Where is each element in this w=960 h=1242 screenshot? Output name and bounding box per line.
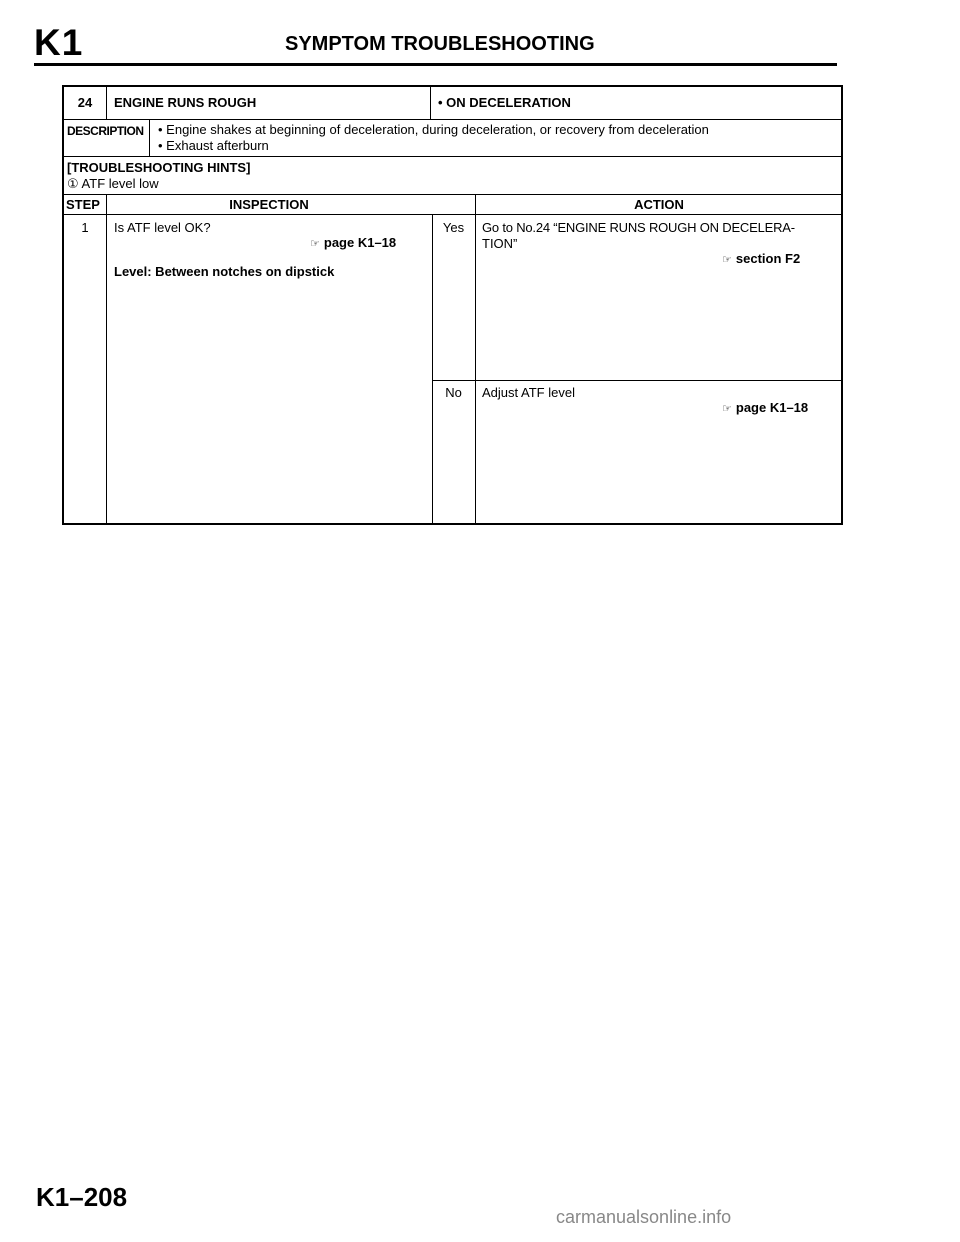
pointing-hand-icon: ☞ [310,238,320,250]
inspection-note: Level: Between notches on dipstick [114,264,335,279]
answer-yes: Yes [442,220,465,235]
action-no-reference: ☞ page K1–18 [722,400,809,415]
pointing-hand-icon: ☞ [722,403,732,415]
page-number: K1–208 [36,1182,128,1212]
pointing-hand-icon: ☞ [722,254,732,266]
symptom-name: ENGINE RUNS ROUGH [114,95,257,110]
hint-item-1: ① ATF level low [67,176,159,191]
hints-heading: [TROUBLESHOOTING HINTS] [67,160,251,175]
action-no-line-1: Adjust ATF level [482,385,575,400]
section-code: K1 [34,22,84,63]
column-header-inspection: INSPECTION [229,197,309,212]
answer-no: No [445,385,462,400]
watermark: carmanualsonline.info [556,1207,732,1227]
symptom-number: 24 [77,95,93,110]
troubleshooting-box [62,85,843,525]
page-title: SYMPTOM TROUBLESHOOTING [285,33,595,55]
symptom-condition: • ON DECELERATION [438,95,571,110]
description-item-2: • Exhaust afterburn [158,138,269,153]
column-header-step: STEP [66,197,100,212]
action-yes-line-2: TION” [482,236,518,251]
description-label: DESCRIPTION [67,124,144,138]
action-yes-reference: ☞ section F2 [722,251,801,266]
step-number: 1 [81,220,89,235]
inspection-reference: ☞ page K1–18 [310,235,397,250]
description-item-1: • Engine shakes at beginning of deceleration, during deceleration, or recovery from deceleration [158,122,709,137]
inspection-question: Is ATF level OK? [114,220,211,235]
action-yes-line-1: Go to No.24 “ENGINE RUNS ROUGH ON DECELERA- [482,220,795,235]
title-rule [34,63,837,66]
column-header-action: ACTION [634,197,684,212]
